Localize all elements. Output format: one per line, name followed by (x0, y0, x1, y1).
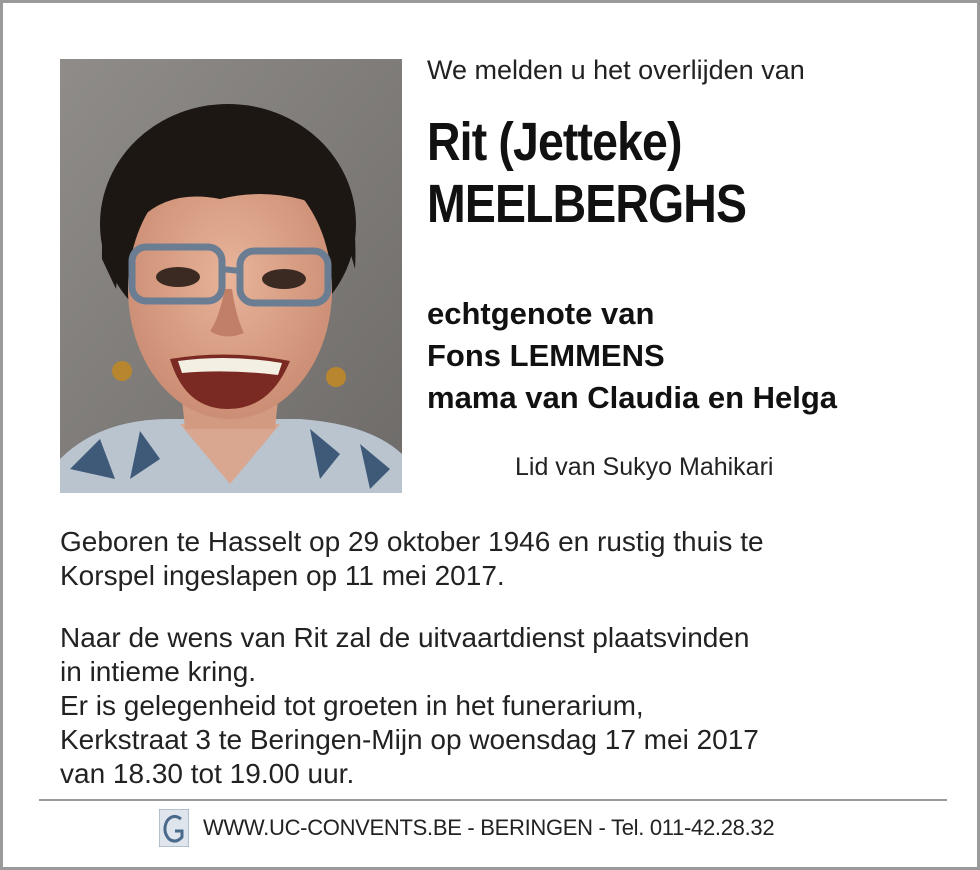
text-line: Korspel ingeslapen op 11 mei 2017. (60, 560, 505, 591)
uc-convents-logo-icon (159, 809, 189, 847)
funeral-paragraph (60, 621, 764, 791)
portrait-image (60, 59, 402, 493)
deceased-name (427, 111, 746, 235)
name-line-first: Rit (Jetteke) (427, 112, 682, 172)
footer-divider (39, 799, 947, 801)
relation-line: mama van Claudia en Helga (427, 380, 838, 415)
footer (159, 809, 774, 847)
notice-body (60, 525, 764, 819)
portrait-photo (60, 59, 402, 493)
membership-text: Lid van Sukyo Mahikari (515, 453, 774, 481)
funeral-home-contact: WWW.UC-CONVENTS.BE - BERINGEN - Tel. 011-42.28.32 (203, 815, 775, 840)
birth-death-paragraph (60, 525, 764, 593)
text-line: Er is gelegenheid tot groeten in het funerarium, (60, 690, 644, 721)
text-line: van 18.30 tot 19.00 uur. (60, 758, 355, 789)
relations-block (427, 293, 837, 419)
name-line-surname: MEELBERGHS (427, 174, 747, 234)
text-line: Geboren te Hasselt op 29 oktober 1946 en rustig thuis te (60, 526, 764, 557)
text-line: in intieme kring. (60, 656, 257, 687)
intro-text: We melden u het overlijden van (427, 55, 805, 85)
relation-line: echtgenote van (427, 296, 655, 331)
relation-line: Fons LEMMENS (427, 338, 665, 373)
text-line: Kerkstraat 3 te Beringen-Mijn op woensdag 17 mei 2017 (60, 724, 759, 755)
text-line: Naar de wens van Rit zal de uitvaartdienst plaatsvinden (60, 622, 750, 653)
